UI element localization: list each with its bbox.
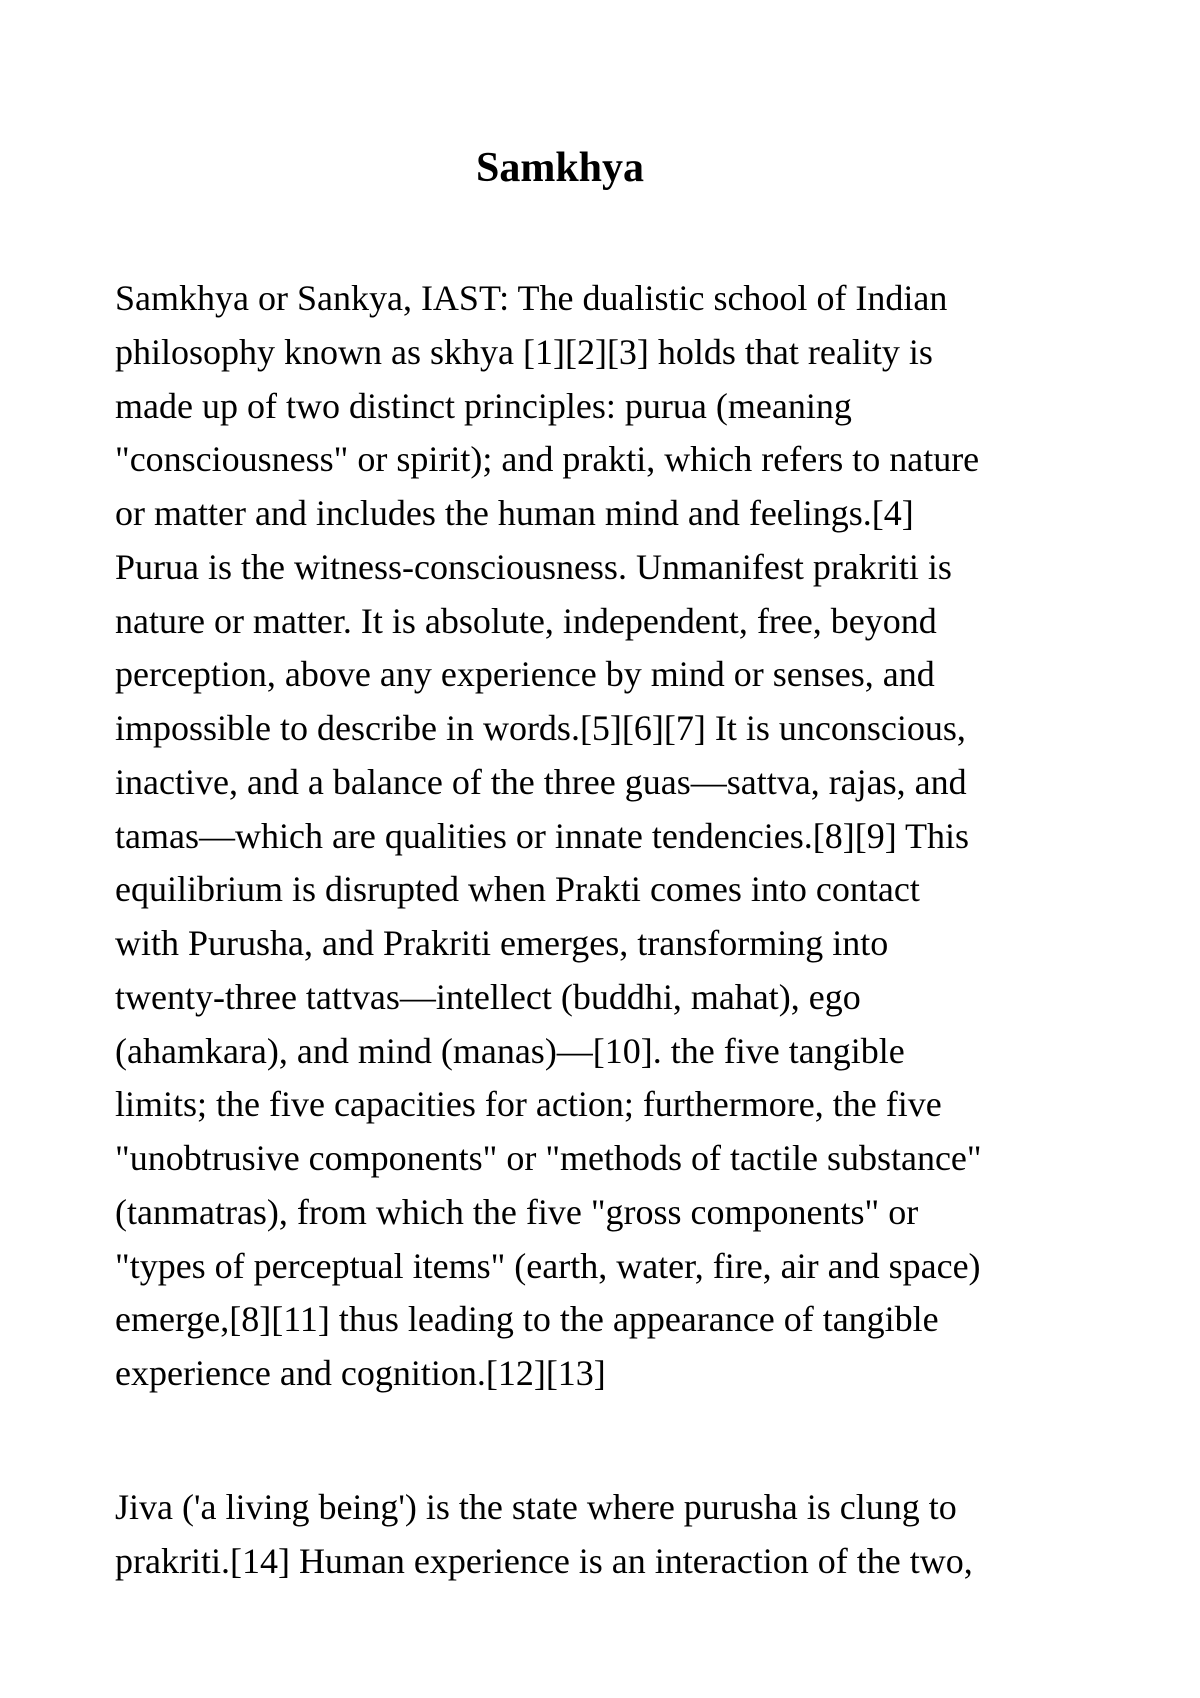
text-line: made up of two distinct principles: purua (meaning: [115, 385, 852, 426]
text-line: Samkhya or Sankya, IAST: The dualistic school of Indian: [115, 278, 948, 318]
text-line: philosophy known as skhya [1][2][3] holds that reality is: [115, 331, 933, 372]
document-title: Samkhya: [475, 145, 645, 191]
text-line: equilibrium is disrupted when Prakti comes into contact: [115, 869, 920, 910]
text-line: "consciousness" or spirit); and prakti, which refers to nature: [115, 439, 980, 480]
text-line: or matter and includes the human mind and feelings.[4]: [115, 493, 914, 533]
text-line: perception, above any experience by mind or senses, and: [115, 654, 935, 695]
text-line: Purua is the witness-consciousness. Unmanifest prakriti is: [115, 546, 952, 587]
paragraph-1: [115, 272, 1115, 1401]
text-line: impossible to describe in words.[5][6][7] It is unconscious,: [115, 708, 966, 748]
text-line: nature or matter. It is absolute, independent, free, beyond: [115, 600, 937, 641]
text-line: "unobtrusive components" or "methods of tactile substance": [115, 1138, 982, 1178]
text-line: Jiva ('a living being') is the state where purusha is clung to: [115, 1487, 957, 1527]
paragraph-2: [115, 1481, 1115, 1589]
text-line: with Purusha, and Prakriti emerges, transforming into: [115, 923, 889, 963]
text-line: (tanmatras), from which the five "gross components" or: [115, 1191, 919, 1232]
text-line: limits; the five capacities for action; furthermore, the five: [115, 1084, 942, 1125]
text-line: "types of perceptual items" (earth, water, fire, air and space): [115, 1245, 981, 1286]
text-line: experience and cognition.[12][13]: [115, 1353, 606, 1393]
text-line: tamas—which are qualities or innate tendencies.[8][9] This: [115, 815, 970, 856]
text-line: twenty-three tattvas—intellect (buddhi, mahat), ego: [115, 976, 861, 1017]
text-line: inactive, and a balance of the three guas—sattva, rajas, and: [115, 761, 967, 802]
text-line: (ahamkara), and mind (manas)—[10]. the five tangible: [115, 1030, 905, 1071]
text-line: prakriti.[14] Human experience is an interaction of the two,: [115, 1540, 973, 1581]
text-line: emerge,[8][11] thus leading to the appearance of tangible: [115, 1299, 939, 1340]
